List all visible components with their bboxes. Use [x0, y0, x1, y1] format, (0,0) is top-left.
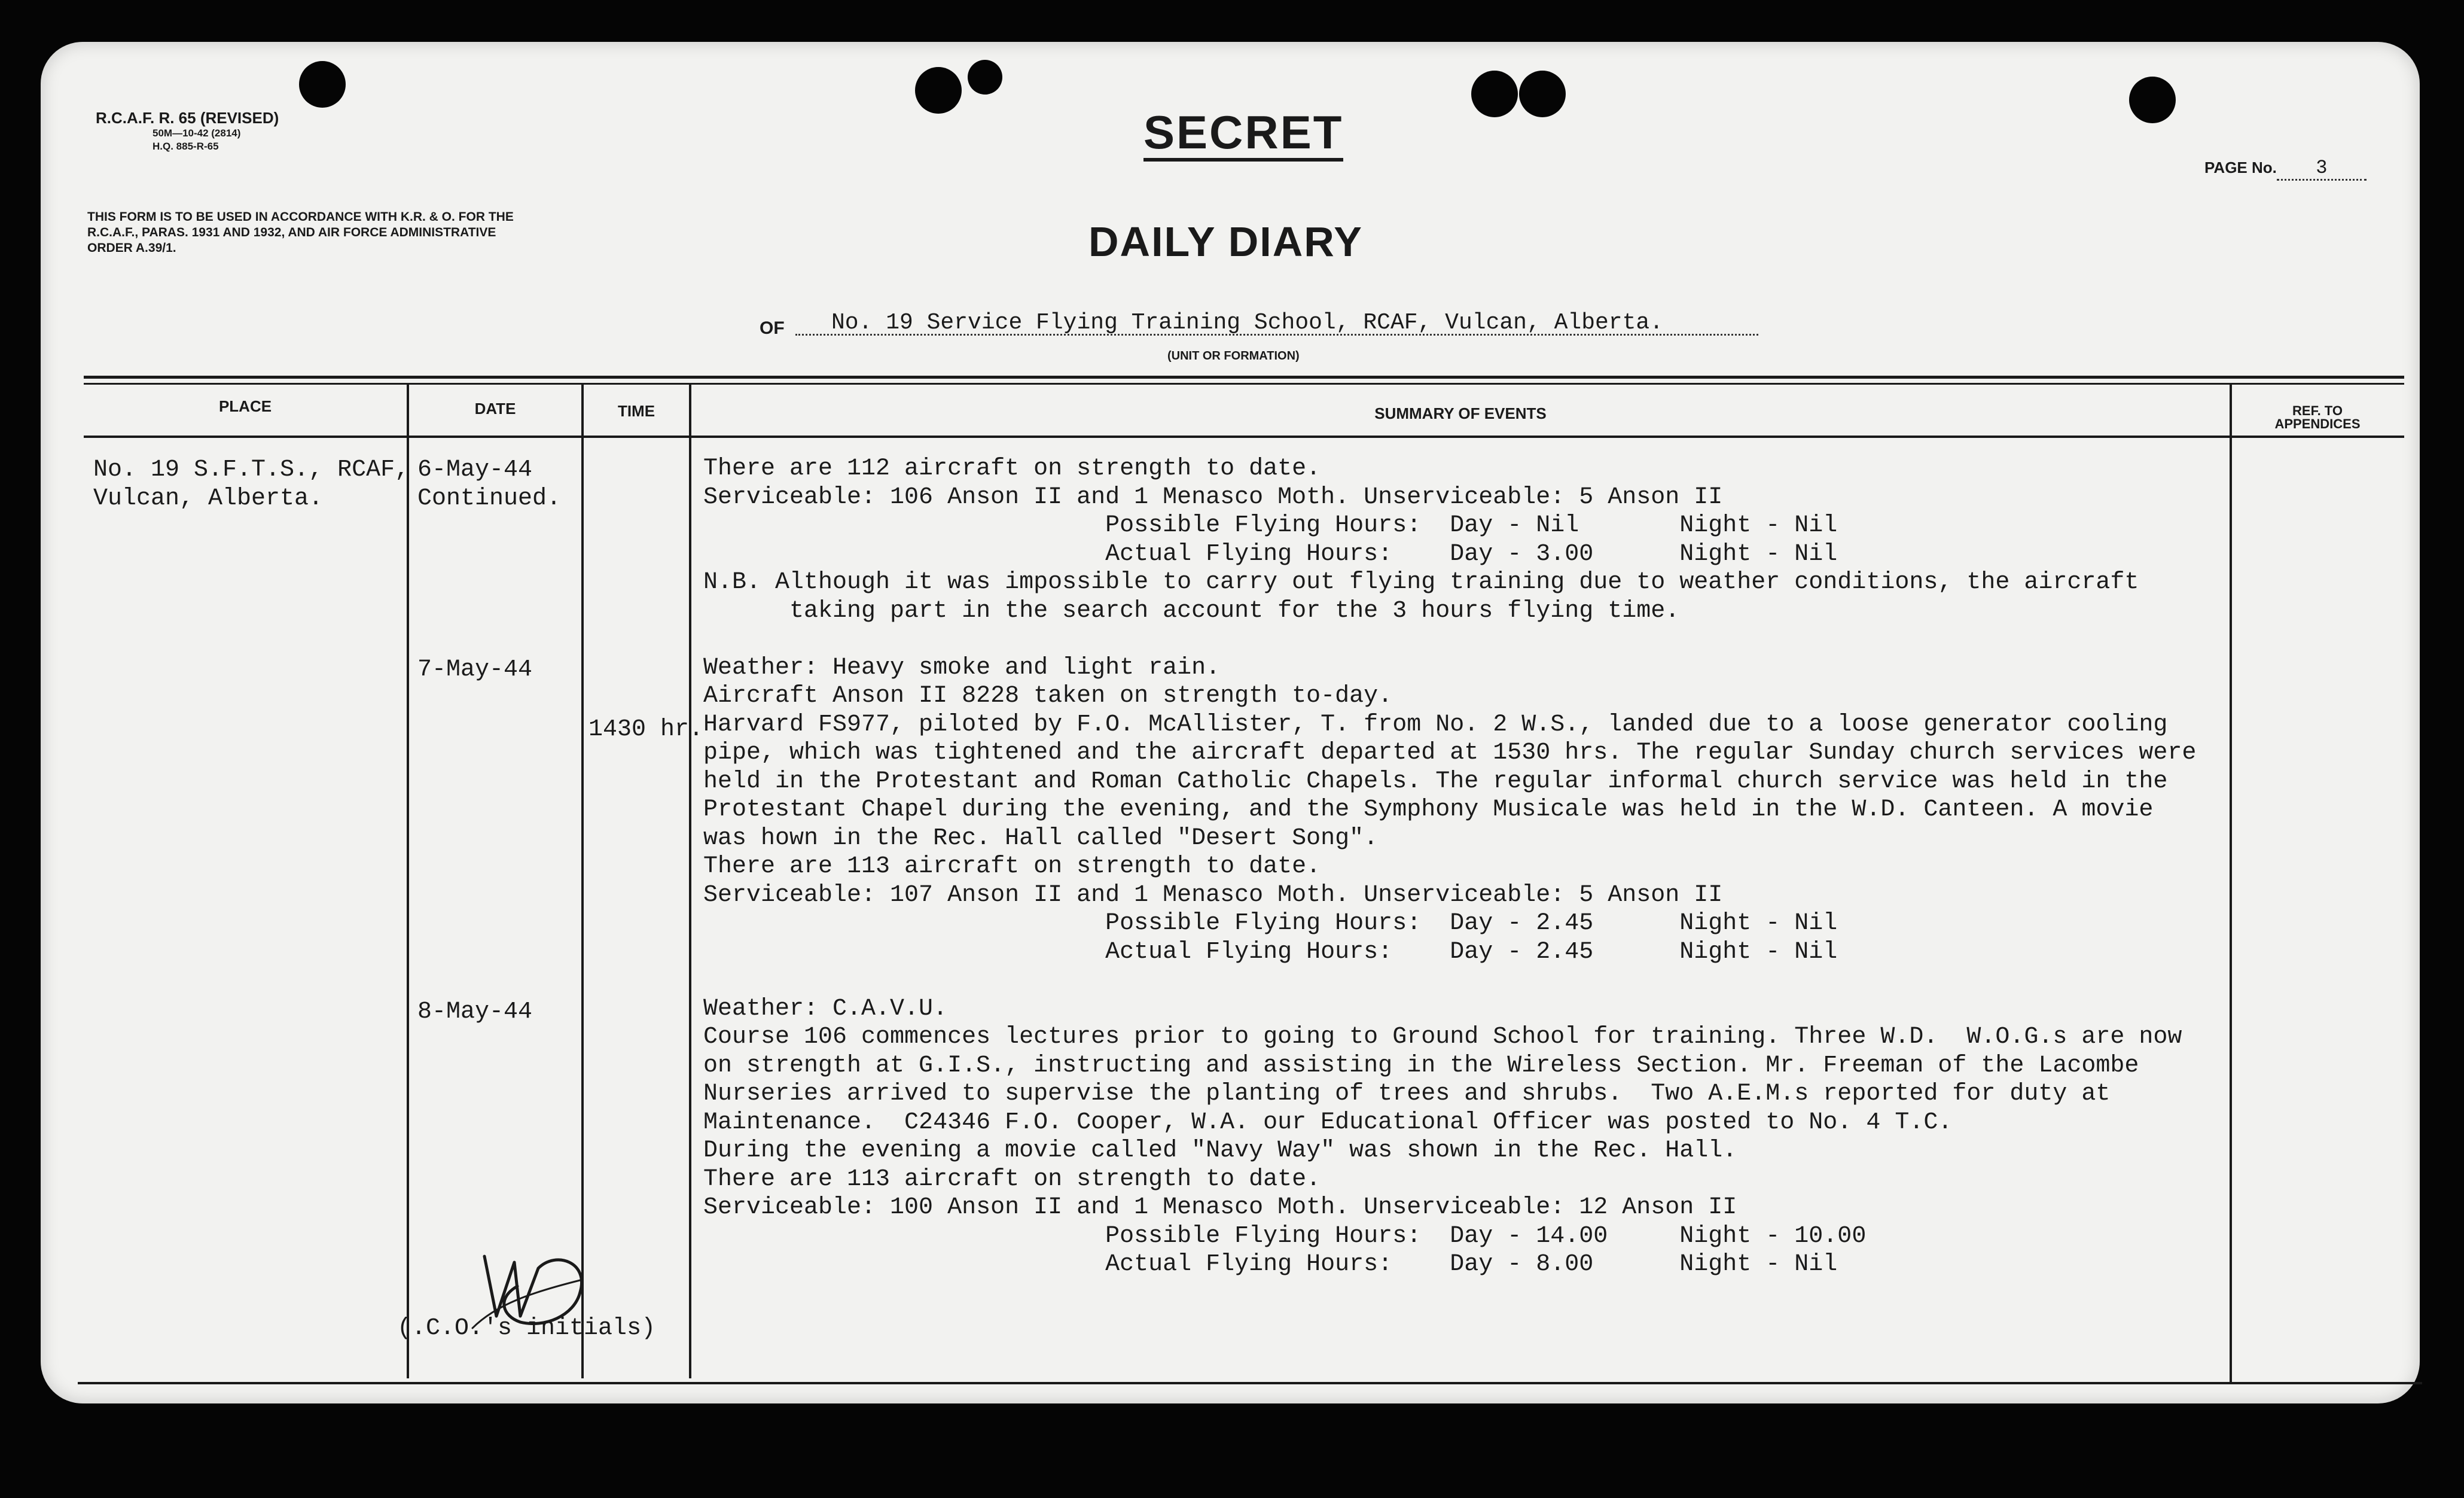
column-header-summary: SUMMARY OF EVENTS [1374, 404, 1547, 422]
unit-name: No. 19 Service Flying Training School, RCAF, Vulcan, Alberta. [831, 310, 1664, 336]
punch-hole [1519, 71, 1566, 117]
form-print-code: 50M—10-42 (2814) [153, 127, 241, 139]
column-header-place: PLACE [218, 397, 272, 415]
punch-hole [968, 60, 1002, 95]
page-title: DAILY DIARY [1088, 218, 1363, 265]
form-number [96, 109, 279, 153]
punch-hole [1471, 71, 1518, 117]
classification-marking: SECRET [1143, 106, 1343, 162]
time-cell: 1430 hr. [588, 716, 704, 743]
table-top-rule-inner [84, 383, 2404, 385]
punch-hole [915, 67, 962, 114]
form-instructions: THIS FORM IS TO BE USED IN ACCORDANCE WITH K.R. & O. FOR THE R.C.A.F., PARAS. 1931 AND 1932, AND AIR FORCE ADMINISTRATIVE ORDER A.39/1. [87, 210, 514, 255]
co-initials-label: (.C.O.'s initials) [397, 1315, 656, 1342]
date-cell: 7-May-44 [417, 656, 533, 683]
punch-hole [2129, 77, 2176, 123]
unit-caption: (UNIT OR FORMATION) [1167, 349, 1300, 363]
form-number-line: R.C.A.F. R. 65 (REVISED) [96, 109, 279, 127]
table-bottom-rule [78, 1382, 2422, 1384]
column-divider [407, 383, 409, 1378]
page-number-value: 3 [2277, 157, 2367, 181]
date-cell: 8-May-44 [417, 998, 533, 1025]
unit-of-label: OF [760, 318, 785, 338]
column-header-appendices-line2: APPENDICES [2274, 416, 2361, 431]
column-header-appendices-line1: REF. TO [2292, 403, 2343, 418]
column-header-appendices [2232, 404, 2403, 431]
column-header-time: TIME [617, 402, 655, 420]
punch-hole [299, 61, 346, 108]
page-number [2204, 157, 2367, 181]
column-divider [689, 383, 691, 1378]
column-divider [2230, 383, 2232, 1383]
column-header-date: DATE [474, 400, 516, 418]
place-cell: No. 19 S.F.T.S., RCAF, Vulcan, Alberta. [93, 456, 410, 512]
page-number-label: PAGE No. [2204, 159, 2277, 176]
header-bottom-rule [84, 436, 2404, 438]
form-hq-code: H.Q. 885-R-65 [153, 141, 219, 152]
summary-of-events: There are 112 aircraft on strength to date. Serviceable: 106 Anson II and 1 Menasco Moth. Unserviceable: 5 Anson II Possible Flying Hours: Day - Nil Night - Nil Actual Flying Hours: Day - 3.00 Night - Nil N.B. Although it was impossible to carry out flying training due to weather conditions, the aircraft taking part in the search account for the 3 hours flying time. Weather: Heavy smoke and light rain. Aircraft Anson II 8228 taken on strength to-day. Harvard FS977, piloted by F.O. McAllister, T. from No. 2 W.S., landed due to a loose generator cooling pipe, which was tightened and the aircraft departed at 1530 hrs. The regular Sunday church services were held in the Protestant and Roman Catholic Chapels. The regular informal church service was held in the Protestant Chapel during the evening, and the Symphony Musicale was held in the W.D. Canteen. A movie was hown in the Rec. Hall called "Desert Song". There are 113 aircraft on strength to date. Serviceable: 107 Anson II and 1 Menasco Moth. Unserviceable: 5 Anson II Possible Flying Hours: Day - 2.45 Night - Nil Actual Flying Hours: Day - 2.45 Night - Nil Weather: C.A.V.U. Course 106 commences lectures prior to going to Ground School for training. Three W.D. W.O.G.s are now on strength at G.I.S., instructing and assisting in the Wireless Section. Mr. Freeman of the Lacombe Nurseries arrived to supervise the planting of trees and shrubs. Two A.E.M.s reported for duty at Maintenance. C24346 F.O. Cooper, W.A. our Educational Officer was posted to No. 4 T.C. During the evening a movie called "Navy Way" was shown in the Rec. Hall. There are 113 aircraft on strength to date. Serviceable: 100 Anson II and 1 Menasco Moth. Unserviceable: 12 Anson II Possible Flying Hours: Day - 14.00 Night - 10.00 Actual Flying Hours: Day - 8.00 Night - Nil [703, 455, 2197, 1278]
table-top-rule [84, 376, 2404, 379]
date-cell: 6-May-44 Continued. [417, 456, 562, 512]
